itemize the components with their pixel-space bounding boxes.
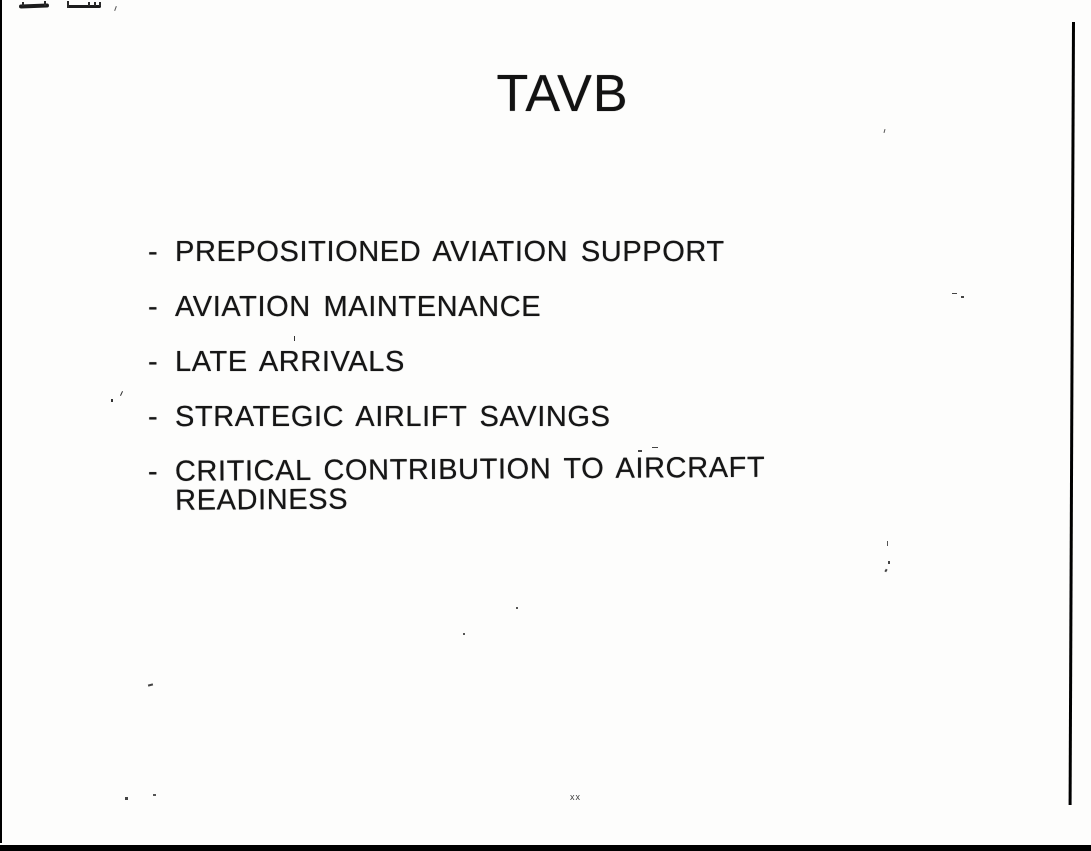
bullet-item bbox=[148, 238, 808, 267]
scan-speck bbox=[883, 129, 885, 133]
scan-speck bbox=[153, 794, 156, 796]
scan-smudge bbox=[94, 2, 96, 6]
scan-smudge bbox=[88, 2, 90, 6]
bullet-text: CRITICAL CONTRIBUTION TO AIRCRAFT READINESS bbox=[174, 451, 765, 517]
scan-speck bbox=[961, 296, 964, 298]
bullet-dash-marker: - bbox=[148, 346, 159, 378]
bullet-list bbox=[148, 238, 808, 542]
bullet-dash-marker: - bbox=[148, 401, 159, 433]
slide-title: TAVB bbox=[496, 65, 629, 123]
scan-speck bbox=[114, 6, 117, 11]
scan-frame-right-edge bbox=[1069, 22, 1075, 805]
bullet-text: AVIATION MAINTENANCE bbox=[175, 291, 542, 323]
bullet-item bbox=[148, 453, 808, 516]
bullet-text: PREPOSITIONED AVIATION SUPPORT bbox=[175, 236, 725, 268]
footer-scan-mark: xx bbox=[570, 792, 581, 802]
scan-smudge bbox=[67, 1, 69, 8]
scan-speck bbox=[111, 399, 113, 402]
scan-speck bbox=[463, 633, 465, 635]
scan-speck bbox=[125, 797, 128, 800]
bullet-text: STRATEGIC AIRLIFT SAVINGS bbox=[175, 401, 611, 433]
scan-speck bbox=[120, 391, 123, 396]
scan-speck bbox=[952, 293, 957, 294]
bullet-dash-marker: - bbox=[148, 291, 159, 323]
scan-frame-bottom-edge bbox=[0, 845, 1091, 851]
scan-smudge bbox=[99, 2, 101, 6]
scan-speck bbox=[516, 607, 518, 609]
scan-speck bbox=[148, 683, 153, 686]
bullet-dash-marker: - bbox=[148, 236, 159, 268]
scan-speck bbox=[884, 569, 887, 573]
bullet-text: LATE ARRIVALS bbox=[175, 346, 405, 378]
bullet-item bbox=[148, 348, 808, 377]
scan-smudge bbox=[22, 2, 24, 6]
bullet-dash-marker: - bbox=[147, 455, 159, 488]
scan-frame-left-edge bbox=[0, 0, 2, 843]
scan-speck bbox=[887, 541, 888, 546]
bullet-item bbox=[148, 293, 808, 322]
scan-smudge bbox=[44, 1, 46, 6]
scan-speck bbox=[888, 561, 890, 564]
bullet-item bbox=[148, 403, 808, 432]
